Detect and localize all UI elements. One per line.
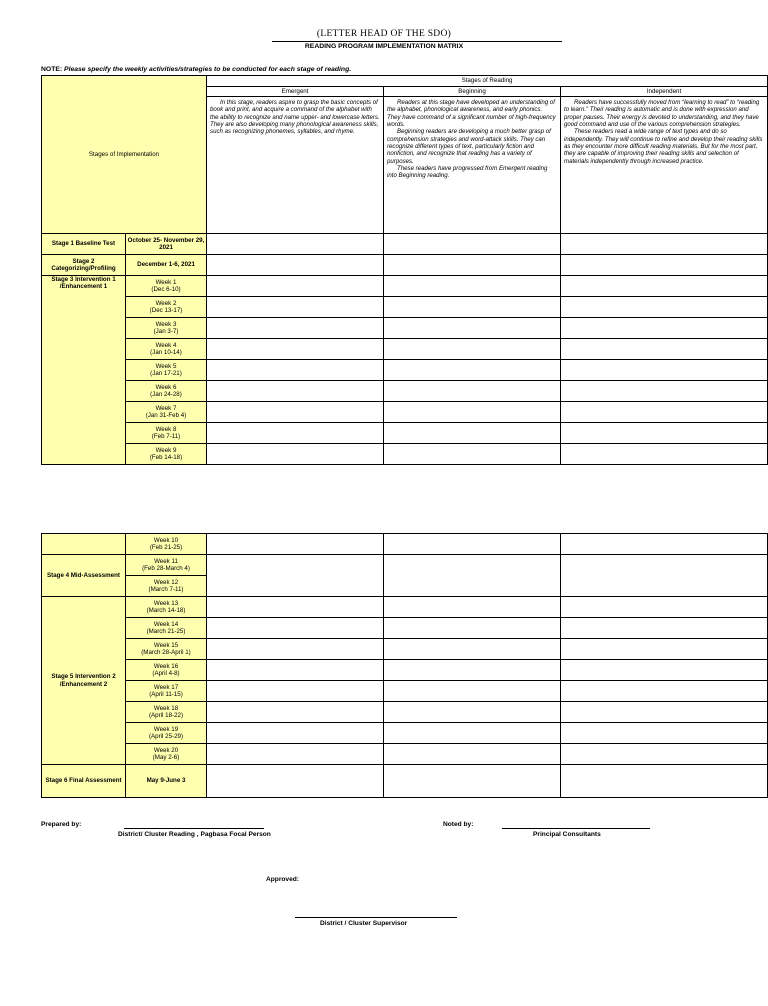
table-row xyxy=(42,255,768,276)
week-cell: Week 20 (May 2-6) xyxy=(126,744,207,765)
table-row xyxy=(42,618,768,639)
cell[interactable] xyxy=(207,423,384,444)
cell[interactable] xyxy=(207,618,384,639)
cell[interactable] xyxy=(561,597,768,618)
week-cell: Week 17 (April 11-15) xyxy=(126,681,207,702)
cell[interactable] xyxy=(384,639,561,660)
letterhead-underline xyxy=(272,41,562,42)
cell[interactable] xyxy=(561,681,768,702)
table-row xyxy=(42,660,768,681)
cell[interactable] xyxy=(561,723,768,744)
cell[interactable] xyxy=(561,360,768,381)
cell[interactable] xyxy=(384,318,561,339)
approved-signature-line xyxy=(295,917,457,918)
desc-emergent: In this stage, readers aspire to grasp the basic concepts of book and print, and acquire a command of the alphabet with the ability to recognize and name upper- and lowercase letters. They are also developing many phonological awareness skills, such as recognizing phonemes, syllables, and rhyme. xyxy=(207,97,384,234)
cell[interactable] xyxy=(207,681,384,702)
cell[interactable] xyxy=(384,597,561,618)
note-text: Please specify the weekly activities/strategies to be conducted for each stage of reading. xyxy=(64,66,352,73)
table-row xyxy=(42,234,768,255)
cell[interactable] xyxy=(384,744,561,765)
week-cell: Week 4 (Jan 10-14) xyxy=(126,339,207,360)
cell[interactable] xyxy=(207,402,384,423)
cell[interactable] xyxy=(561,555,768,597)
cell[interactable] xyxy=(207,744,384,765)
table-row xyxy=(42,318,768,339)
cell[interactable] xyxy=(384,534,561,555)
week-cell: Week 8 (Feb 7-11) xyxy=(126,423,207,444)
matrix-table-2 xyxy=(41,533,768,798)
week-cell: Week 19 (April 25-29) xyxy=(126,723,207,744)
week-cell: Week 13 (March 14-18) xyxy=(126,597,207,618)
cell[interactable] xyxy=(561,297,768,318)
week-cell: Week 9 (Feb 14-18) xyxy=(126,444,207,465)
cell[interactable] xyxy=(384,423,561,444)
stage5-label: Stage 5 Intervention 2 /Enhancement 2 xyxy=(42,597,126,765)
cell[interactable] xyxy=(561,276,768,297)
week-cell: Week 2 (Dec 13-17) xyxy=(126,297,207,318)
cell[interactable] xyxy=(384,234,561,255)
cell[interactable] xyxy=(207,765,384,798)
noted-by-label: Noted by: xyxy=(443,821,474,828)
prepared-by-label: Prepared by: xyxy=(41,821,82,828)
table-row xyxy=(42,555,768,576)
table-row xyxy=(42,702,768,723)
stage3-label: Stage 3 Intervention 1 /Enhancement 1 xyxy=(42,276,126,465)
cell[interactable] xyxy=(561,618,768,639)
cell[interactable] xyxy=(207,444,384,465)
stage2-date: December 1-6, 2021 xyxy=(126,255,207,276)
week-cell: Week 6 (Jan 24-28) xyxy=(126,381,207,402)
letterhead: (LETTER HEAD OF THE SDO) xyxy=(316,29,452,39)
cell[interactable] xyxy=(384,723,561,744)
table-row xyxy=(42,339,768,360)
week-cell: Week 7 (Jan 31-Feb 4) xyxy=(126,402,207,423)
cell[interactable] xyxy=(207,381,384,402)
week-cell: Week 5 (Jan 17-21) xyxy=(126,360,207,381)
table-row xyxy=(42,681,768,702)
cell[interactable] xyxy=(384,765,561,798)
cell[interactable] xyxy=(561,255,768,276)
cell[interactable] xyxy=(561,534,768,555)
note-prefix: NOTE: xyxy=(41,66,63,73)
table-row xyxy=(42,597,768,618)
desc-independent: Readers have successfully moved from “learning to read” to “reading to learn.” Their reading is automatic and is done with expression and proper pauses. Their energy is devoted to understanding, and they have good command and use of the various comprehension strategies. These readers read a wide range of text types and do so independently. They will continue to refine and develop their reading skills as they encounter more difficult reading materials. But for the most part, they are capable of improving their reading skills and selection of materials independently through increased practice. xyxy=(561,97,768,234)
cell[interactable] xyxy=(207,639,384,660)
cell[interactable] xyxy=(207,702,384,723)
week-cell: Week 1 (Dec 6-10) xyxy=(126,276,207,297)
cell[interactable] xyxy=(207,297,384,318)
week-cell: Week 10 (Feb 21-25) xyxy=(126,534,207,555)
cell[interactable] xyxy=(207,360,384,381)
cell[interactable] xyxy=(384,681,561,702)
blank-stage-cell xyxy=(42,534,126,555)
week-cell: Week 3 (Jan 3-7) xyxy=(126,318,207,339)
page-title: READING PROGRAM IMPLEMENTATION MATRIX xyxy=(304,43,464,50)
cell[interactable] xyxy=(207,339,384,360)
week-cell: Week 18 (April 18-22) xyxy=(126,702,207,723)
noted-by-signature-line xyxy=(502,828,650,829)
approved-label: Approved: xyxy=(266,876,299,883)
stage4-label: Stage 4 Mid-Assessment xyxy=(42,555,126,597)
stage6-label: Stage 6 Final Assessment xyxy=(42,765,126,798)
cell[interactable] xyxy=(561,444,768,465)
stage6-date: May 9-June 3 xyxy=(126,765,207,798)
week-cell: Week 15 (March 28-April 1) xyxy=(126,639,207,660)
cell[interactable] xyxy=(207,534,384,555)
cell[interactable] xyxy=(561,660,768,681)
prepared-by-signature-line xyxy=(124,828,264,829)
week-cell: Week 14 (March 21-25) xyxy=(126,618,207,639)
week-cell: Week 16 (April 4-8) xyxy=(126,660,207,681)
cell[interactable] xyxy=(207,318,384,339)
cell[interactable] xyxy=(207,234,384,255)
cell[interactable] xyxy=(561,234,768,255)
cell[interactable] xyxy=(384,339,561,360)
table-row xyxy=(42,297,768,318)
cell[interactable] xyxy=(561,765,768,798)
note xyxy=(41,66,351,73)
table-row xyxy=(42,360,768,381)
cell[interactable] xyxy=(561,702,768,723)
approved-role: District / Cluster Supervisor xyxy=(320,920,408,927)
cell[interactable] xyxy=(207,276,384,297)
table-row xyxy=(42,423,768,444)
cell[interactable] xyxy=(384,360,561,381)
table-row xyxy=(42,444,768,465)
cell[interactable] xyxy=(384,444,561,465)
cell[interactable] xyxy=(561,339,768,360)
cell[interactable] xyxy=(561,318,768,339)
table-row xyxy=(42,765,768,798)
cell[interactable] xyxy=(384,555,561,597)
cell[interactable] xyxy=(207,555,384,597)
noted-by-role: Principal Consultants xyxy=(533,831,601,838)
cell[interactable] xyxy=(384,381,561,402)
prepared-by-role: District/ Cluster Reading , Pagbasa Focal Person xyxy=(118,831,271,838)
cell[interactable] xyxy=(561,423,768,444)
cell[interactable] xyxy=(207,723,384,744)
col-beginning: Beginning xyxy=(384,87,561,97)
cell[interactable] xyxy=(384,255,561,276)
week-cell: Week 11 (Feb 28-March 4) xyxy=(126,555,207,576)
week-cell: Week 12 (March 7-11) xyxy=(126,576,207,597)
table-row xyxy=(42,402,768,423)
cell[interactable] xyxy=(384,660,561,681)
matrix-table-1 xyxy=(41,75,768,465)
cell[interactable] xyxy=(384,618,561,639)
stage1-label: Stage 1 Baseline Test xyxy=(42,234,126,255)
desc-beginning: Readers at this stage have developed an understanding of the alphabet, phonological awareness, and early phonics. They have command of a significant number of high-frequency words. Beginning readers are developing a much better grasp of comprehension strategies and word-attack skills. They can recognize different types of text, particularly fiction and nonfiction, and recognize that reading has a variety of purposes. These readers have progressed from Emergent reading into Beginning reading. xyxy=(384,97,561,234)
stage2-label: Stage 2 Categorizing/Profiling xyxy=(42,255,126,276)
col-emergent: Emergent xyxy=(207,87,384,97)
stages-of-reading-header: Stages of Reading xyxy=(207,76,768,87)
cell[interactable] xyxy=(384,276,561,297)
cell[interactable] xyxy=(207,597,384,618)
stages-of-implementation-header: Stages of Implementation xyxy=(42,76,207,234)
table-row xyxy=(42,534,768,555)
col-independent: Independent xyxy=(561,87,768,97)
cell[interactable] xyxy=(207,660,384,681)
cell[interactable] xyxy=(561,639,768,660)
cell[interactable] xyxy=(561,402,768,423)
cell[interactable] xyxy=(207,255,384,276)
stage1-date: October 25- November 29, 2021 xyxy=(126,234,207,255)
cell[interactable] xyxy=(384,297,561,318)
cell[interactable] xyxy=(561,381,768,402)
cell[interactable] xyxy=(384,702,561,723)
table-row xyxy=(42,723,768,744)
table-row xyxy=(42,639,768,660)
table-row xyxy=(42,276,768,297)
table-row xyxy=(42,744,768,765)
cell[interactable] xyxy=(561,744,768,765)
cell[interactable] xyxy=(384,402,561,423)
table-row xyxy=(42,381,768,402)
